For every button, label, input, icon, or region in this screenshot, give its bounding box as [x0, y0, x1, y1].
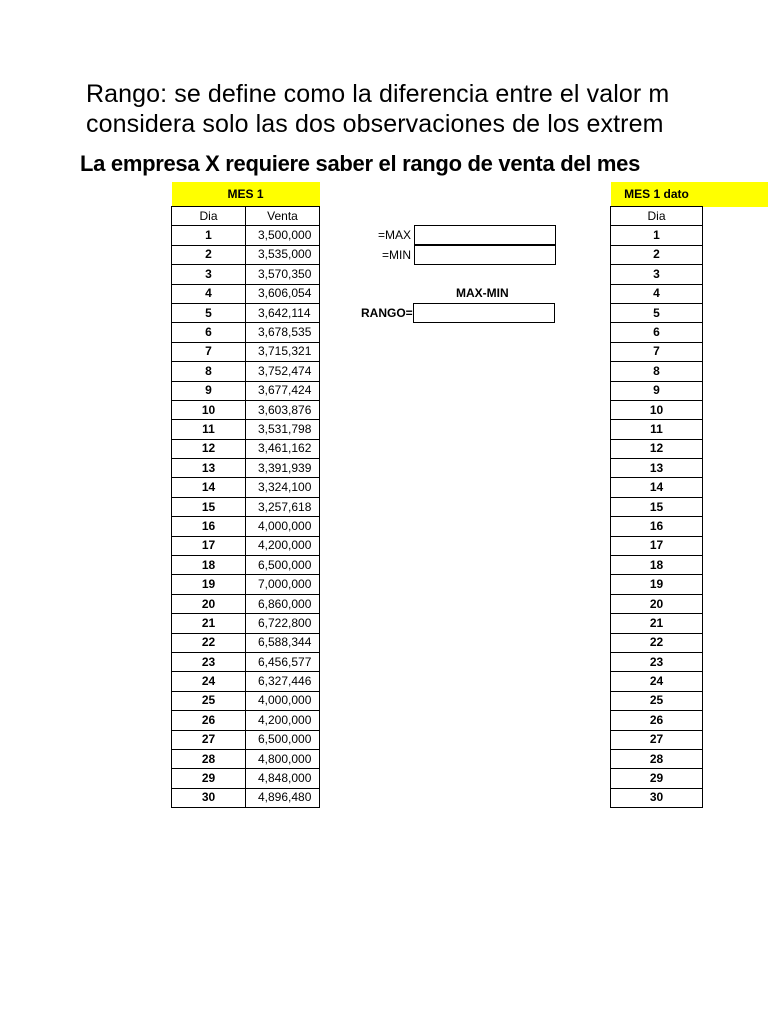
table-row: [611, 284, 703, 303]
table2-header-extension: [703, 182, 768, 207]
table-row: [172, 459, 320, 478]
cell-dia[interactable]: 14: [611, 478, 703, 497]
table-row: [611, 342, 703, 361]
table-row: [611, 536, 703, 555]
cell-venta[interactable]: 3,461,162: [246, 439, 320, 458]
table-row: [611, 556, 703, 575]
cell-dia[interactable]: 17: [611, 536, 703, 555]
cell-dia[interactable]: 22: [172, 633, 246, 652]
table-row: [611, 691, 703, 710]
table-row: [172, 691, 320, 710]
cell-dia[interactable]: 20: [172, 594, 246, 613]
table-row: [611, 400, 703, 419]
cell-venta[interactable]: 6,860,000: [246, 594, 320, 613]
cell-venta[interactable]: 3,606,054: [246, 284, 320, 303]
cell-dia[interactable]: 13: [611, 459, 703, 478]
cell-venta[interactable]: 6,500,000: [246, 730, 320, 749]
cell-venta[interactable]: 6,500,000: [246, 556, 320, 575]
table-row: [611, 439, 703, 458]
table-row: [611, 730, 703, 749]
table-row: [172, 478, 320, 497]
cell-dia[interactable]: 12: [172, 439, 246, 458]
table-row: [172, 265, 320, 284]
cell-dia[interactable]: 14: [172, 478, 246, 497]
cell-venta[interactable]: 3,531,798: [246, 420, 320, 439]
table2-column-header-dia[interactable]: Dia: [611, 207, 703, 226]
cell-venta[interactable]: 7,000,000: [246, 575, 320, 594]
cell-dia[interactable]: 21: [172, 614, 246, 633]
cell-dia[interactable]: 6: [172, 323, 246, 342]
table-row: [172, 226, 320, 245]
cell-venta[interactable]: 4,000,000: [246, 691, 320, 710]
cell-dia[interactable]: 27: [611, 730, 703, 749]
cell-dia[interactable]: 28: [611, 749, 703, 768]
cell-venta[interactable]: 6,722,800: [246, 614, 320, 633]
cell-venta[interactable]: 4,800,000: [246, 749, 320, 768]
table2-title: MES 1 dato: [611, 182, 703, 207]
table-row: [611, 517, 703, 536]
cell-dia[interactable]: 16: [172, 517, 246, 536]
table-row: [611, 711, 703, 730]
cell-dia[interactable]: 29: [172, 769, 246, 788]
table-row: [172, 342, 320, 361]
cell-dia[interactable]: 11: [611, 420, 703, 439]
table-row: [172, 575, 320, 594]
cell-dia[interactable]: 18: [172, 556, 246, 575]
cell-dia[interactable]: 24: [611, 672, 703, 691]
table-row: [611, 245, 703, 264]
table-row: [611, 265, 703, 284]
cell-dia[interactable]: 10: [172, 400, 246, 419]
cell-venta[interactable]: 3,752,474: [246, 362, 320, 381]
cell-venta[interactable]: 3,257,618: [246, 497, 320, 516]
sales-table-mes1: [171, 182, 320, 808]
cell-venta[interactable]: 4,848,000: [246, 769, 320, 788]
cell-dia[interactable]: 4: [172, 284, 246, 303]
table-row: [611, 226, 703, 245]
cell-dia[interactable]: 13: [172, 459, 246, 478]
table-row: [611, 478, 703, 497]
cell-dia[interactable]: 19: [172, 575, 246, 594]
table-row: [172, 633, 320, 652]
cell-venta[interactable]: 3,715,321: [246, 342, 320, 361]
cell-dia[interactable]: 2: [611, 245, 703, 264]
rango-input-cell[interactable]: [413, 303, 555, 323]
table-row: [172, 303, 320, 322]
table-row: [172, 749, 320, 768]
table-row: [172, 614, 320, 633]
table2-title-row: [611, 182, 703, 207]
max-min-label: MAX-MIN: [456, 286, 509, 300]
table-row: [611, 594, 703, 613]
min-input-cell[interactable]: [414, 245, 556, 265]
cell-dia[interactable]: 23: [611, 652, 703, 671]
cell-venta[interactable]: 4,000,000: [246, 517, 320, 536]
cell-dia[interactable]: 1: [611, 226, 703, 245]
cell-venta[interactable]: 6,327,446: [246, 672, 320, 691]
table-row: [611, 303, 703, 322]
cell-dia[interactable]: 21: [611, 614, 703, 633]
table-row: [611, 575, 703, 594]
cell-venta[interactable]: 6,456,577: [246, 652, 320, 671]
table-row: [172, 245, 320, 264]
table-row: [172, 652, 320, 671]
cell-dia[interactable]: 25: [172, 691, 246, 710]
cell-dia[interactable]: 2: [172, 245, 246, 264]
table-row: [611, 788, 703, 807]
cell-dia[interactable]: 1: [172, 226, 246, 245]
table-row: [172, 788, 320, 807]
cell-venta[interactable]: 3,603,876: [246, 400, 320, 419]
cell-dia[interactable]: 7: [611, 342, 703, 361]
table-row: [611, 323, 703, 342]
table-row: [172, 517, 320, 536]
cell-venta[interactable]: 6,588,344: [246, 633, 320, 652]
table-row: [611, 652, 703, 671]
cell-dia[interactable]: 29: [611, 769, 703, 788]
cell-dia[interactable]: 25: [611, 691, 703, 710]
cell-dia[interactable]: 10: [611, 400, 703, 419]
table-title-row: [172, 182, 320, 207]
table-row: [172, 594, 320, 613]
cell-dia[interactable]: 19: [611, 575, 703, 594]
cell-dia[interactable]: 18: [611, 556, 703, 575]
cell-dia[interactable]: 12: [611, 439, 703, 458]
table-row: [172, 730, 320, 749]
table-row: [172, 536, 320, 555]
subtitle: La empresa X requiere saber el rango de venta del mes: [80, 151, 641, 176]
column-header-row: [172, 207, 320, 226]
table-row: [172, 362, 320, 381]
cell-venta[interactable]: 3,324,100: [246, 478, 320, 497]
table-row: [611, 497, 703, 516]
heading-line-1: Rango: se define como la diferencia entre el valor m: [86, 80, 670, 108]
table-row: [611, 420, 703, 439]
cell-dia[interactable]: 4: [611, 284, 703, 303]
cell-dia[interactable]: 15: [172, 497, 246, 516]
table-row: [172, 556, 320, 575]
cell-venta[interactable]: 3,570,350: [246, 265, 320, 284]
cell-dia[interactable]: 20: [611, 594, 703, 613]
cell-venta[interactable]: 4,200,000: [246, 711, 320, 730]
cell-venta[interactable]: 3,500,000: [246, 226, 320, 245]
cell-dia[interactable]: 17: [172, 536, 246, 555]
cell-dia[interactable]: 26: [172, 711, 246, 730]
column-header-dia[interactable]: Dia: [172, 207, 246, 226]
table-row: [172, 672, 320, 691]
table2-column-header-row: [611, 207, 703, 226]
cell-dia[interactable]: 9: [611, 381, 703, 400]
table-row: [172, 381, 320, 400]
heading-line-2: considera solo las dos observaciones de los extrem: [86, 110, 664, 138]
cell-dia[interactable]: 11: [172, 420, 246, 439]
table-row: [611, 672, 703, 691]
cell-dia[interactable]: 3: [172, 265, 246, 284]
cell-dia[interactable]: 22: [611, 633, 703, 652]
cell-venta[interactable]: 4,200,000: [246, 536, 320, 555]
cell-venta[interactable]: 3,535,000: [246, 245, 320, 264]
cell-dia[interactable]: 8: [172, 362, 246, 381]
table-row: [172, 439, 320, 458]
cell-dia[interactable]: 24: [172, 672, 246, 691]
table-row: [172, 711, 320, 730]
table-row: [611, 381, 703, 400]
table-row: [172, 769, 320, 788]
cell-dia[interactable]: 27: [172, 730, 246, 749]
cell-dia[interactable]: 6: [611, 323, 703, 342]
table-row: [611, 749, 703, 768]
cell-dia[interactable]: 3: [611, 265, 703, 284]
cell-dia[interactable]: 30: [611, 788, 703, 807]
rango-label: RANGO=: [361, 306, 413, 320]
cell-dia[interactable]: 8: [611, 362, 703, 381]
table-row: [172, 284, 320, 303]
table-row: [611, 614, 703, 633]
table-row: [172, 420, 320, 439]
cell-dia[interactable]: 30: [172, 788, 246, 807]
cell-venta[interactable]: 3,677,424: [246, 381, 320, 400]
cell-dia[interactable]: 7: [172, 342, 246, 361]
cell-venta[interactable]: 3,391,939: [246, 459, 320, 478]
cell-venta[interactable]: 3,642,114: [246, 303, 320, 322]
cell-dia[interactable]: 26: [611, 711, 703, 730]
cell-dia[interactable]: 28: [172, 749, 246, 768]
column-header-venta[interactable]: Venta: [246, 207, 320, 226]
cell-dia[interactable]: 15: [611, 497, 703, 516]
cell-dia[interactable]: 16: [611, 517, 703, 536]
table-row: [172, 323, 320, 342]
table-row: [172, 497, 320, 516]
cell-dia[interactable]: 9: [172, 381, 246, 400]
table-row: [611, 362, 703, 381]
cell-venta[interactable]: 4,896,480: [246, 788, 320, 807]
right-clip: [703, 60, 768, 180]
max-label: =MAX: [378, 228, 412, 242]
table-row: [611, 459, 703, 478]
sales-table-mes1-datos: [610, 182, 703, 808]
table-row: [611, 633, 703, 652]
cell-dia[interactable]: 23: [172, 652, 246, 671]
table-row: [611, 769, 703, 788]
cell-dia[interactable]: 5: [611, 303, 703, 322]
min-label: =MIN: [382, 248, 412, 262]
max-input-cell[interactable]: [414, 225, 556, 245]
cell-dia[interactable]: 5: [172, 303, 246, 322]
table-row: [172, 400, 320, 419]
table-title: MES 1: [172, 182, 320, 207]
cell-venta[interactable]: 3,678,535: [246, 323, 320, 342]
